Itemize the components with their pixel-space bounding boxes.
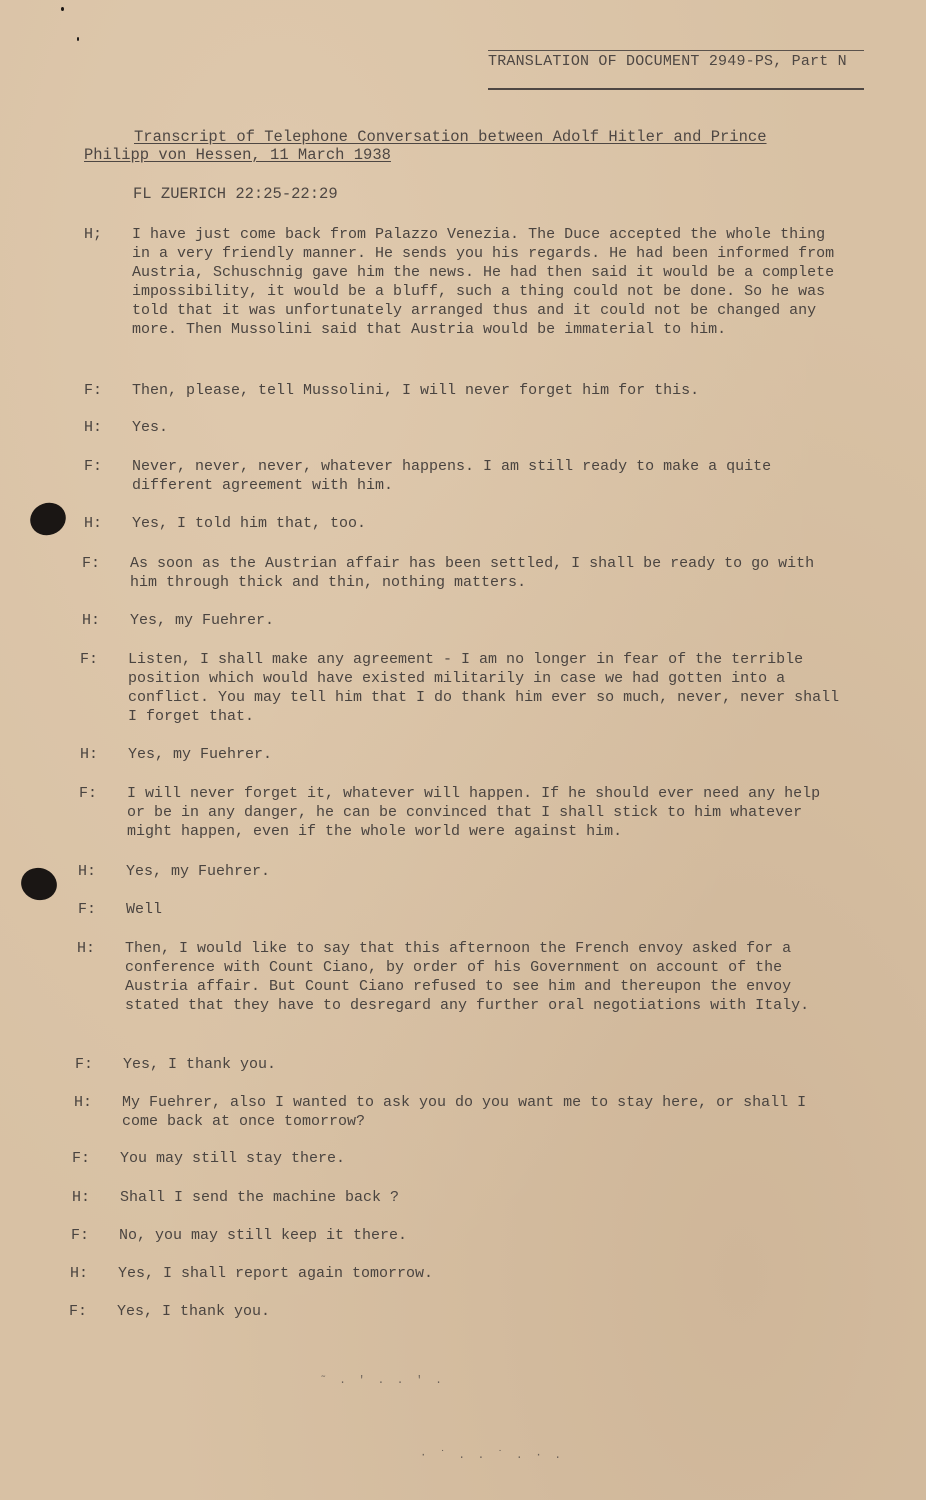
transcript-entry xyxy=(84,225,844,339)
speaker-label: H: xyxy=(82,612,101,629)
speaker-label: H: xyxy=(77,940,96,957)
speech-text: Yes, I told him that, too. xyxy=(132,515,367,532)
speech-text: Shall I send the machine back ? xyxy=(120,1189,400,1206)
speaker-label: F: xyxy=(72,1150,91,1167)
speaker-label: F: xyxy=(82,555,101,572)
transcript-entry xyxy=(70,1264,830,1283)
speech-text: I will never forget it, whatever will happen. If he should ever need any help or be in any danger, he can be convinced that I shall stick to him whatever might happen, even if the whole world were against him. xyxy=(127,785,821,840)
speech-text: Then, I would like to say that this afternoon the French envoy asked for a conference with Count Ciano, by order of his Government on account of the Austria affair. But Count Ciano refused to see him and thereupon the envoy stated that they have to desregard any further oral negotiations with Italy. xyxy=(125,940,810,1014)
speech-text: Yes, my Fuehrer. xyxy=(126,863,271,880)
transcript-entry xyxy=(79,784,839,841)
speech-text: Yes, I thank you. xyxy=(117,1303,271,1320)
speech-text: Well xyxy=(126,901,163,918)
transcript-entry xyxy=(78,862,838,881)
speaker-label: F: xyxy=(78,901,97,918)
speck xyxy=(77,37,79,41)
document-title xyxy=(84,128,804,164)
speaker-label: H: xyxy=(80,746,99,763)
punch-hole-blot xyxy=(17,864,60,904)
speech-text: I have just come back from Palazzo Venezia. The Duce accepted the whole thing in a very friendly manner. He sends you his regards. He had been informed from Austria, Schuschnig gave him the news. He had then said it would be a complete impossibility, it would be a bluff, such a thing could not be done. So he was told that it was unfortunately arranged thus and it could not be changed any more. Then Mussolini said that Austria would be immaterial to him. xyxy=(132,226,835,338)
speech-text: Yes, I thank you. xyxy=(123,1056,277,1073)
speech-text: Listen, I shall make any agreement - I am no longer in fear of the terrible position which would have existed militarily in case we had gotten into a conflict. You may tell him that I do thank him ever so much, never, never shall I forget that. xyxy=(128,651,840,725)
speech-text: Yes, my Fuehrer. xyxy=(128,746,273,763)
transcript-entry xyxy=(80,745,840,764)
transcript-entry xyxy=(78,900,838,919)
speaker-label: H: xyxy=(78,863,97,880)
speck xyxy=(61,7,64,11)
document-header: TRANSLATION OF DOCUMENT 2949-PS, Part N xyxy=(488,50,864,70)
transcript-entry xyxy=(75,1055,835,1074)
speaker-label: F: xyxy=(71,1227,90,1244)
speaker-label: F: xyxy=(80,651,99,668)
transcript-entry xyxy=(82,611,842,630)
speaker-label: F: xyxy=(75,1056,94,1073)
station-timestamp: FL ZUERICH 22:25-22:29 xyxy=(133,185,338,203)
speech-text: You may still stay there. xyxy=(120,1150,346,1167)
speaker-label: H: xyxy=(70,1265,89,1282)
speech-text: Yes, I shall report again tomorrow. xyxy=(118,1265,434,1282)
speaker-label: F: xyxy=(84,382,103,399)
speaker-label: F: xyxy=(84,458,103,475)
transcript-entry xyxy=(71,1226,831,1245)
speech-text: Never, never, never, whatever happens. I am still ready to make a quite different agreement with him. xyxy=(132,458,772,494)
speech-text: Yes, my Fuehrer. xyxy=(130,612,275,629)
transcript-entry xyxy=(72,1188,832,1207)
speech-text: My Fuehrer, also I wanted to ask you do you want me to stay here, or shall I come back at once tomorrow? xyxy=(122,1094,807,1130)
speaker-label: H: xyxy=(72,1189,91,1206)
transcript-entry xyxy=(69,1302,829,1321)
transcript-entry xyxy=(84,514,844,533)
speaker-label: H: xyxy=(84,515,103,532)
faint-marks: · ˙ . . ˙ . · . xyxy=(420,1450,565,1462)
transcript-entry xyxy=(84,381,844,400)
speech-text: Then, please, tell Mussolini, I will never forget him for this. xyxy=(132,382,700,399)
speaker-label: H; xyxy=(84,226,103,243)
transcript-entry xyxy=(74,1093,834,1131)
speech-text: Yes. xyxy=(132,419,169,436)
header-rule xyxy=(488,88,864,90)
speaker-label: H: xyxy=(74,1094,93,1111)
title-line-2: Philipp von Hessen, 11 March 1938 xyxy=(84,146,391,164)
speaker-label: F: xyxy=(69,1303,88,1320)
transcript-entry xyxy=(72,1149,832,1168)
speech-text: As soon as the Austrian affair has been settled, I shall be ready to go with him through thick and thin, nothing matters. xyxy=(130,555,815,591)
faint-marks: ˜ . ' . . ' . xyxy=(320,1375,445,1387)
speaker-label: F: xyxy=(79,785,98,802)
transcript-entry xyxy=(77,939,837,1015)
transcript-entry xyxy=(80,650,840,726)
transcript-entry xyxy=(82,554,842,592)
transcript-entry xyxy=(84,418,844,437)
speech-text: No, you may still keep it there. xyxy=(119,1227,408,1244)
punch-hole-blot xyxy=(26,498,71,540)
title-line-1: Transcript of Telephone Conversation between Adolf Hitler and Prince xyxy=(134,128,767,146)
speaker-label: H: xyxy=(84,419,103,436)
transcript-entry xyxy=(84,457,844,495)
